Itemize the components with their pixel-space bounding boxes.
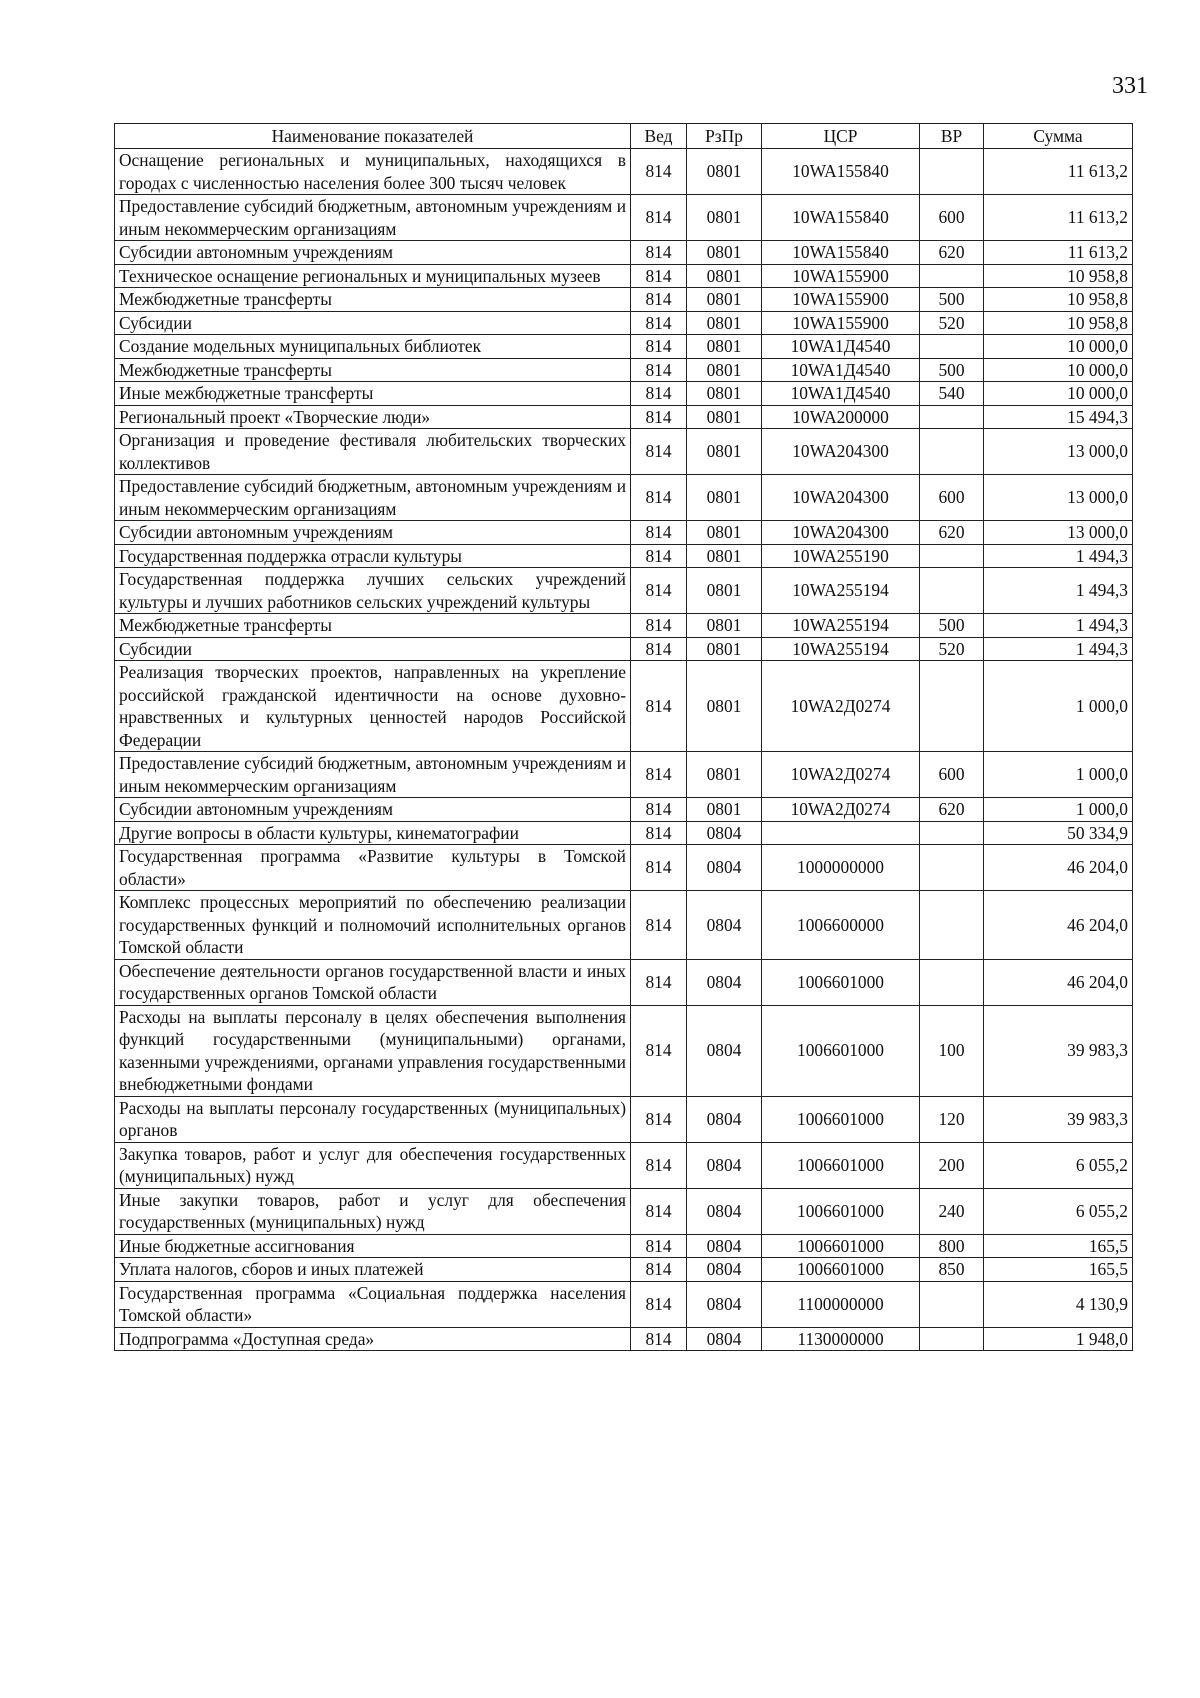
header-ved: Вед xyxy=(631,124,687,149)
cell-ved: 814 xyxy=(631,845,687,891)
cell-ved: 814 xyxy=(631,1096,687,1142)
header-rzpr: РзПр xyxy=(687,124,762,149)
cell-ved: 814 xyxy=(631,1142,687,1188)
cell-sum: 1 494,3 xyxy=(984,568,1133,614)
cell-rzpr: 0801 xyxy=(687,521,762,545)
cell-rzpr: 0804 xyxy=(687,1327,762,1351)
cell-sum: 10 000,0 xyxy=(984,358,1133,382)
cell-vr: 100 xyxy=(920,1005,984,1096)
cell-name: Комплекс процессных мероприятий по обеспечению реализации государственных функций и полномочий исполнительных органов Томской области xyxy=(115,891,631,960)
cell-vr xyxy=(920,149,984,195)
cell-ved: 814 xyxy=(631,661,687,752)
cell-name: Субсидии xyxy=(115,637,631,661)
cell-sum: 15 494,3 xyxy=(984,405,1133,429)
cell-csr: 1006601000 xyxy=(762,1142,920,1188)
cell-csr xyxy=(762,821,920,845)
cell-sum: 46 204,0 xyxy=(984,959,1133,1005)
cell-vr xyxy=(920,568,984,614)
cell-rzpr: 0801 xyxy=(687,358,762,382)
cell-name: Субсидии автономным учреждениям xyxy=(115,521,631,545)
cell-rzpr: 0801 xyxy=(687,429,762,475)
cell-ved: 814 xyxy=(631,1005,687,1096)
table-row xyxy=(115,521,1133,545)
table-row xyxy=(115,1327,1133,1351)
table-header-row xyxy=(115,124,1133,149)
header-csr: ЦСР xyxy=(762,124,920,149)
cell-csr: 10WA204300 xyxy=(762,475,920,521)
cell-ved: 814 xyxy=(631,405,687,429)
cell-csr: 10WA155840 xyxy=(762,195,920,241)
cell-csr: 10WA204300 xyxy=(762,521,920,545)
cell-rzpr: 0804 xyxy=(687,1005,762,1096)
cell-ved: 814 xyxy=(631,382,687,406)
cell-rzpr: 0801 xyxy=(687,614,762,638)
table-row xyxy=(115,1258,1133,1282)
cell-rzpr: 0801 xyxy=(687,568,762,614)
cell-csr: 10WA255190 xyxy=(762,544,920,568)
header-sum: Сумма xyxy=(984,124,1133,149)
cell-csr: 10WA255194 xyxy=(762,637,920,661)
cell-rzpr: 0801 xyxy=(687,311,762,335)
cell-vr xyxy=(920,335,984,359)
cell-rzpr: 0801 xyxy=(687,264,762,288)
cell-csr: 1100000000 xyxy=(762,1281,920,1327)
cell-name: Субсидии xyxy=(115,311,631,335)
cell-vr xyxy=(920,405,984,429)
cell-rzpr: 0804 xyxy=(687,1096,762,1142)
cell-ved: 814 xyxy=(631,241,687,265)
cell-name: Предоставление субсидий бюджетным, автономным учреждениям и иным некоммерческим организациям xyxy=(115,752,631,798)
cell-vr xyxy=(920,845,984,891)
cell-name: Подпрограмма «Доступная среда» xyxy=(115,1327,631,1351)
cell-rzpr: 0801 xyxy=(687,405,762,429)
cell-ved: 814 xyxy=(631,195,687,241)
cell-csr: 1006600000 xyxy=(762,891,920,960)
cell-sum: 46 204,0 xyxy=(984,891,1133,960)
cell-sum: 39 983,3 xyxy=(984,1096,1133,1142)
budget-table xyxy=(114,123,1133,1351)
cell-rzpr: 0801 xyxy=(687,661,762,752)
cell-vr xyxy=(920,429,984,475)
cell-sum: 39 983,3 xyxy=(984,1005,1133,1096)
cell-name: Техническое оснащение региональных и муниципальных музеев xyxy=(115,264,631,288)
table-row xyxy=(115,358,1133,382)
cell-name: Другие вопросы в области культуры, кинематографии xyxy=(115,821,631,845)
cell-csr: 10WA155900 xyxy=(762,288,920,312)
cell-name: Государственная программа «Социальная поддержка населения Томской области» xyxy=(115,1281,631,1327)
cell-vr xyxy=(920,959,984,1005)
cell-csr: 10WA204300 xyxy=(762,429,920,475)
table-row xyxy=(115,568,1133,614)
cell-csr: 10WA255194 xyxy=(762,614,920,638)
page-number: 331 xyxy=(1112,73,1148,99)
cell-rzpr: 0804 xyxy=(687,891,762,960)
cell-rzpr: 0801 xyxy=(687,752,762,798)
cell-name: Создание модельных муниципальных библиотек xyxy=(115,335,631,359)
cell-name: Предоставление субсидий бюджетным, автономным учреждениям и иным некоммерческим организациям xyxy=(115,475,631,521)
cell-sum: 13 000,0 xyxy=(984,521,1133,545)
cell-name: Обеспечение деятельности органов государственной власти и иных государственных органов Томской области xyxy=(115,959,631,1005)
table-row xyxy=(115,1234,1133,1258)
cell-vr xyxy=(920,1327,984,1351)
cell-rzpr: 0804 xyxy=(687,1188,762,1234)
cell-csr: 10WA2Д0274 xyxy=(762,752,920,798)
cell-rzpr: 0804 xyxy=(687,845,762,891)
cell-ved: 814 xyxy=(631,288,687,312)
cell-sum: 10 958,8 xyxy=(984,288,1133,312)
cell-ved: 814 xyxy=(631,637,687,661)
table-row xyxy=(115,1096,1133,1142)
cell-csr: 10WA2Д0274 xyxy=(762,798,920,822)
cell-ved: 814 xyxy=(631,544,687,568)
cell-vr: 520 xyxy=(920,637,984,661)
cell-sum: 46 204,0 xyxy=(984,845,1133,891)
cell-csr: 1130000000 xyxy=(762,1327,920,1351)
cell-sum: 10 000,0 xyxy=(984,382,1133,406)
cell-vr: 500 xyxy=(920,358,984,382)
cell-sum: 4 130,9 xyxy=(984,1281,1133,1327)
table-row xyxy=(115,637,1133,661)
cell-ved: 814 xyxy=(631,1258,687,1282)
cell-csr: 10WA155840 xyxy=(762,149,920,195)
cell-sum: 50 334,9 xyxy=(984,821,1133,845)
cell-rzpr: 0801 xyxy=(687,798,762,822)
cell-rzpr: 0804 xyxy=(687,1258,762,1282)
cell-csr: 10WA155840 xyxy=(762,241,920,265)
cell-rzpr: 0801 xyxy=(687,382,762,406)
cell-name: Региональный проект «Творческие люди» xyxy=(115,405,631,429)
cell-vr: 620 xyxy=(920,521,984,545)
cell-ved: 814 xyxy=(631,568,687,614)
cell-rzpr: 0801 xyxy=(687,475,762,521)
cell-sum: 11 613,2 xyxy=(984,195,1133,241)
cell-name: Организация и проведение фестиваля любительских творческих коллективов xyxy=(115,429,631,475)
table-row xyxy=(115,382,1133,406)
table-row xyxy=(115,241,1133,265)
cell-sum: 10 958,8 xyxy=(984,311,1133,335)
cell-name: Предоставление субсидий бюджетным, автономным учреждениям и иным некоммерческим организациям xyxy=(115,195,631,241)
cell-ved: 814 xyxy=(631,149,687,195)
cell-rzpr: 0804 xyxy=(687,1142,762,1188)
cell-name: Расходы на выплаты персоналу государственных (муниципальных) органов xyxy=(115,1096,631,1142)
cell-csr: 10WA200000 xyxy=(762,405,920,429)
cell-name: Межбюджетные трансферты xyxy=(115,288,631,312)
cell-ved: 814 xyxy=(631,798,687,822)
cell-sum: 1 494,3 xyxy=(984,614,1133,638)
table-row xyxy=(115,264,1133,288)
cell-ved: 814 xyxy=(631,358,687,382)
table-row xyxy=(115,405,1133,429)
cell-vr: 600 xyxy=(920,475,984,521)
cell-ved: 814 xyxy=(631,475,687,521)
cell-sum: 1 494,3 xyxy=(984,544,1133,568)
cell-name: Иные закупки товаров, работ и услуг для обеспечения государственных (муниципальных) нужд xyxy=(115,1188,631,1234)
cell-csr: 1006601000 xyxy=(762,1096,920,1142)
cell-ved: 814 xyxy=(631,521,687,545)
cell-rzpr: 0804 xyxy=(687,1281,762,1327)
table-row xyxy=(115,288,1133,312)
cell-ved: 814 xyxy=(631,1327,687,1351)
cell-vr: 620 xyxy=(920,798,984,822)
cell-vr: 120 xyxy=(920,1096,984,1142)
cell-vr xyxy=(920,264,984,288)
cell-name: Межбюджетные трансферты xyxy=(115,614,631,638)
cell-vr xyxy=(920,544,984,568)
cell-rzpr: 0801 xyxy=(687,335,762,359)
cell-csr: 10WA2Д0274 xyxy=(762,661,920,752)
cell-vr: 540 xyxy=(920,382,984,406)
cell-ved: 814 xyxy=(631,264,687,288)
table-row xyxy=(115,661,1133,752)
cell-vr: 800 xyxy=(920,1234,984,1258)
cell-sum: 10 000,0 xyxy=(984,335,1133,359)
table-row xyxy=(115,195,1133,241)
table-row xyxy=(115,1188,1133,1234)
cell-name: Иные бюджетные ассигнования xyxy=(115,1234,631,1258)
cell-rzpr: 0801 xyxy=(687,637,762,661)
cell-sum: 13 000,0 xyxy=(984,429,1133,475)
cell-ved: 814 xyxy=(631,959,687,1005)
cell-rzpr: 0801 xyxy=(687,288,762,312)
cell-sum: 1 948,0 xyxy=(984,1327,1133,1351)
cell-ved: 814 xyxy=(631,1234,687,1258)
table-row xyxy=(115,845,1133,891)
cell-sum: 1 000,0 xyxy=(984,661,1133,752)
cell-csr: 10WA1Д4540 xyxy=(762,335,920,359)
cell-ved: 814 xyxy=(631,614,687,638)
cell-sum: 11 613,2 xyxy=(984,149,1133,195)
cell-name: Государственная поддержка лучших сельских учреждений культуры и лучших работников сельских учреждений культуры xyxy=(115,568,631,614)
cell-sum: 1 000,0 xyxy=(984,798,1133,822)
cell-vr: 520 xyxy=(920,311,984,335)
cell-rzpr: 0801 xyxy=(687,195,762,241)
cell-vr: 240 xyxy=(920,1188,984,1234)
table-row xyxy=(115,1005,1133,1096)
cell-rzpr: 0801 xyxy=(687,241,762,265)
cell-csr: 1006601000 xyxy=(762,1258,920,1282)
cell-csr: 10WA1Д4540 xyxy=(762,358,920,382)
table-row xyxy=(115,752,1133,798)
table-row xyxy=(115,1142,1133,1188)
cell-name: Субсидии автономным учреждениям xyxy=(115,241,631,265)
cell-vr: 620 xyxy=(920,241,984,265)
cell-vr: 200 xyxy=(920,1142,984,1188)
cell-ved: 814 xyxy=(631,429,687,475)
cell-sum: 6 055,2 xyxy=(984,1188,1133,1234)
cell-rzpr: 0801 xyxy=(687,544,762,568)
cell-vr xyxy=(920,891,984,960)
cell-name: Закупка товаров, работ и услуг для обеспечения государственных (муниципальных) нужд xyxy=(115,1142,631,1188)
cell-sum: 165,5 xyxy=(984,1258,1133,1282)
cell-csr: 1000000000 xyxy=(762,845,920,891)
table-row xyxy=(115,429,1133,475)
cell-name: Государственная программа «Развитие культуры в Томской области» xyxy=(115,845,631,891)
header-vr: ВР xyxy=(920,124,984,149)
cell-ved: 814 xyxy=(631,335,687,359)
cell-ved: 814 xyxy=(631,821,687,845)
table-row xyxy=(115,614,1133,638)
cell-csr: 10WA255194 xyxy=(762,568,920,614)
cell-csr: 1006601000 xyxy=(762,1005,920,1096)
cell-name: Субсидии автономным учреждениям xyxy=(115,798,631,822)
table-row xyxy=(115,544,1133,568)
cell-ved: 814 xyxy=(631,1281,687,1327)
cell-name: Иные межбюджетные трансферты xyxy=(115,382,631,406)
table-row xyxy=(115,891,1133,960)
cell-ved: 814 xyxy=(631,752,687,798)
cell-name: Оснащение региональных и муниципальных, находящихся в городах с численностью населения более 300 тысяч человек xyxy=(115,149,631,195)
table-row xyxy=(115,959,1133,1005)
cell-vr: 500 xyxy=(920,288,984,312)
cell-sum: 11 613,2 xyxy=(984,241,1133,265)
cell-vr xyxy=(920,661,984,752)
table-row xyxy=(115,335,1133,359)
cell-ved: 814 xyxy=(631,1188,687,1234)
cell-name: Уплата налогов, сборов и иных платежей xyxy=(115,1258,631,1282)
table-row xyxy=(115,149,1133,195)
cell-csr: 1006601000 xyxy=(762,959,920,1005)
table-row xyxy=(115,311,1133,335)
cell-ved: 814 xyxy=(631,891,687,960)
cell-sum: 165,5 xyxy=(984,1234,1133,1258)
table-row xyxy=(115,821,1133,845)
cell-csr: 10WA1Д4540 xyxy=(762,382,920,406)
cell-vr xyxy=(920,821,984,845)
cell-sum: 6 055,2 xyxy=(984,1142,1133,1188)
table-row xyxy=(115,798,1133,822)
cell-name: Реализация творческих проектов, направленных на укрепление российской гражданской идентичности на основе духовно-нравственных и культурных ценностей народов Российской Федерации xyxy=(115,661,631,752)
cell-sum: 1 000,0 xyxy=(984,752,1133,798)
cell-rzpr: 0804 xyxy=(687,1234,762,1258)
cell-vr: 850 xyxy=(920,1258,984,1282)
cell-sum: 1 494,3 xyxy=(984,637,1133,661)
cell-sum: 10 958,8 xyxy=(984,264,1133,288)
cell-csr: 10WA155900 xyxy=(762,311,920,335)
table-row xyxy=(115,1281,1133,1327)
cell-rzpr: 0801 xyxy=(687,149,762,195)
cell-rzpr: 0804 xyxy=(687,821,762,845)
cell-ved: 814 xyxy=(631,311,687,335)
cell-name: Межбюджетные трансферты xyxy=(115,358,631,382)
cell-vr: 600 xyxy=(920,195,984,241)
table-row xyxy=(115,475,1133,521)
cell-name: Расходы на выплаты персоналу в целях обеспечения выполнения функций государственными (муниципальными) органами, казенными учреждениями, органами управления государственными внебюджетными фондами xyxy=(115,1005,631,1096)
cell-rzpr: 0804 xyxy=(687,959,762,1005)
cell-sum: 13 000,0 xyxy=(984,475,1133,521)
cell-vr xyxy=(920,1281,984,1327)
cell-vr: 500 xyxy=(920,614,984,638)
cell-csr: 10WA155900 xyxy=(762,264,920,288)
cell-csr: 1006601000 xyxy=(762,1188,920,1234)
header-name: Наименование показателей xyxy=(115,124,631,149)
cell-vr: 600 xyxy=(920,752,984,798)
cell-csr: 1006601000 xyxy=(762,1234,920,1258)
table-body xyxy=(115,149,1133,1351)
cell-name: Государственная поддержка отрасли культуры xyxy=(115,544,631,568)
